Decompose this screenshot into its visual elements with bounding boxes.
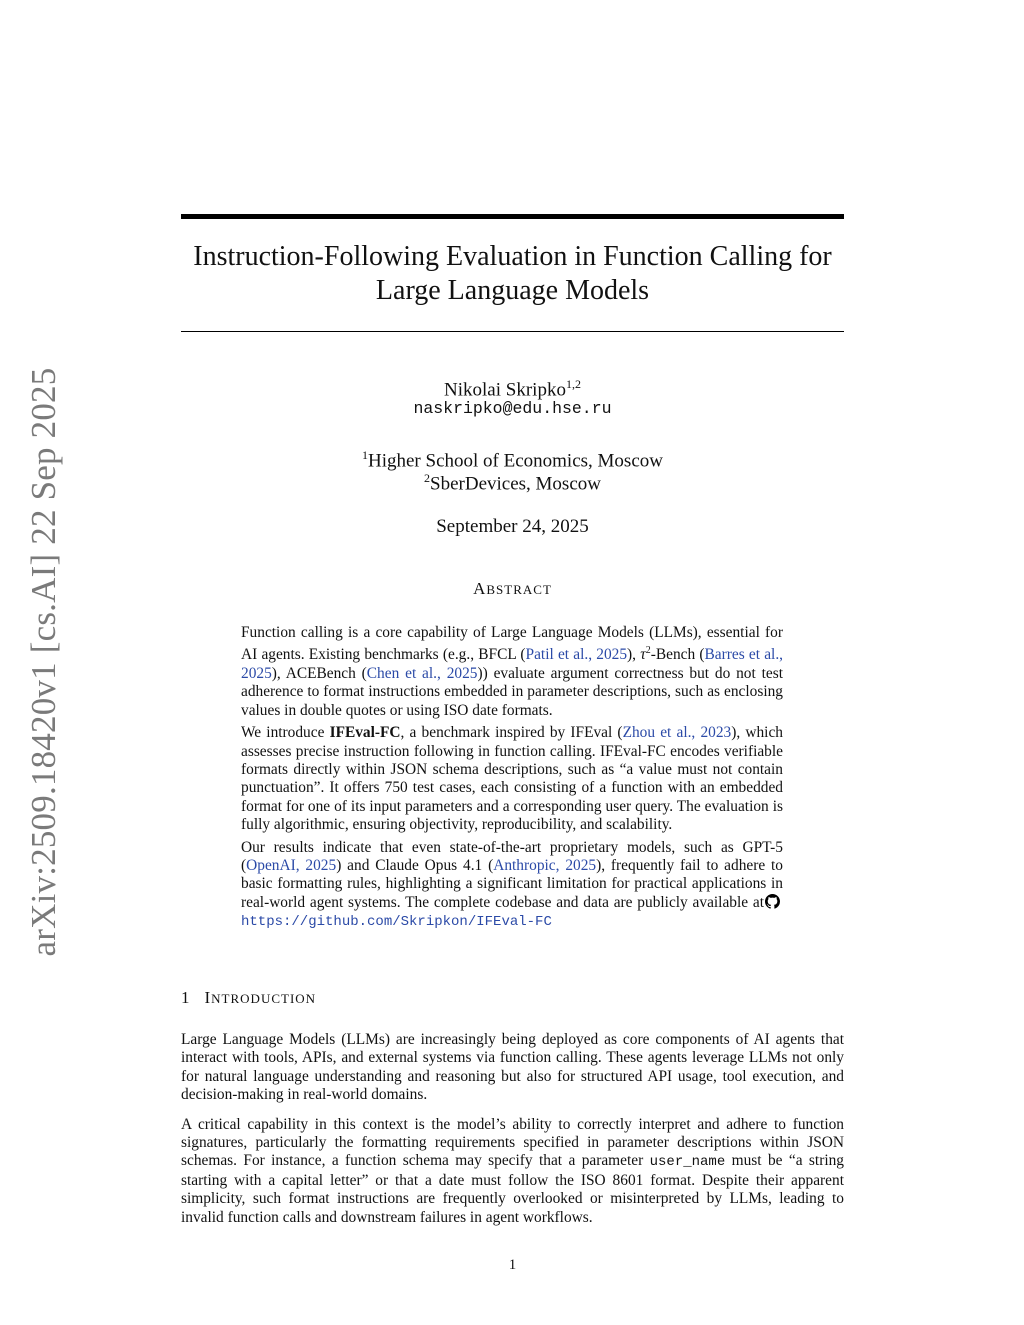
intro-paragraph-2: [181, 1116, 844, 1227]
abstract-p3-text: Our results indicate that even state-of-the-art proprietary models, such as GPT-5 (: [241, 838, 783, 874]
abstract-p1-text: Function calling is a core capability of Large Language Models (LLMs), essential for AI agents. Existing benchmarks (e.g., BFCL (: [241, 624, 783, 664]
abstract-p2-text: ), which assesses precise instruction following in function calling. IFEval-FC encodes verifiable formats directly within JSON schema descriptions, such as “a value must not contain punctuation”. It offers 750 test cases, each consisting of a function with an embedded format for one of its input parameters and a corresponding user query. The evaluation is fully algorithmic, ensuring objectivity, reproducibility, and scalability.: [241, 724, 783, 834]
abstract-paragraph-1: [241, 624, 783, 720]
section-heading-introduction: [181, 988, 316, 1008]
inline-code-user-name: user_name: [649, 1154, 726, 1171]
citation-anthropic[interactable]: Anthropic, 2025: [493, 857, 597, 874]
abstract-p3-text: ) and Claude Opus 4.1 (: [336, 857, 494, 874]
intro-p2-text: A critical capability in this context is the model’s ability to correctly interpret and adhere to function signatures, particularly the formatting requirements specified in parameter descriptions within JSON schemas. For instance, a function schema may specify that a parameter: [181, 1115, 844, 1170]
abstract-paragraph-2: [241, 724, 783, 834]
title-line-1: Instruction-Following Evaluation in Function Calling for: [193, 241, 832, 272]
title-bottom-rule: [181, 331, 844, 332]
abstract-heading-initial: A: [473, 579, 487, 598]
affiliation-2-mark: 2: [424, 471, 431, 485]
abstract-paragraph-3: [241, 839, 783, 932]
affiliation-1-text: Higher School of Economics, Moscow: [368, 450, 663, 472]
affiliation-2-text: SberDevices, Moscow: [430, 473, 601, 495]
citation-barres[interactable]: Barres et al., 2025: [241, 646, 784, 682]
github-link[interactable]: https://github.com/Skripkon/IFEval-FC: [241, 914, 552, 931]
abstract-body: [241, 624, 783, 936]
tau-symbol: τ: [640, 646, 646, 664]
abstract-p2-text: , a benchmark inspired by IFEval (: [400, 724, 623, 742]
abstract-p1-text: )) evaluate argument correctness but do not test adherence to format instructions embedded in parameter descriptions, such as enclosing values in double quotes or using ISO date formats.: [241, 664, 783, 719]
author-affil-marks: 1,2: [565, 377, 581, 391]
author-email[interactable]: naskripko@edu.hse.ru: [413, 399, 612, 418]
abstract-p3-text: ), frequently fail to adhere to basic formatting rules, highlighting a significant limitation for practical applications in real-world agent systems. The complete codebase and data are publicly available at: [241, 857, 784, 911]
section-heading-rest: NTRODUCTION: [211, 991, 317, 1006]
abstract-p1-text: ),: [627, 646, 641, 664]
citation-patil[interactable]: Patil et al., 2025: [525, 646, 628, 664]
section-heading-initial: I: [204, 988, 212, 1007]
author-name: Nikolai Skripko: [444, 379, 566, 401]
intro-p2-text: must be “a string starting with a capital letter” or that a date must follow the ISO 8601 format. Despite their apparent simplicity, such format instructions are frequently overlooked or misinterpreted by LLMs, leading to invalid function calls and downstream failures in agent workflows.: [181, 1152, 844, 1226]
tau-superscript: 2: [645, 645, 651, 657]
arxiv-side-stamp: arXiv:2509.18420v1 [cs.AI] 22 Sep 2025: [24, 367, 63, 957]
introduction-body: [181, 1031, 844, 1238]
intro-paragraph-1: Large Language Models (LLMs) are increasingly being deployed as core components of AI agents that interact with tools, APIs, and external systems via function calling. These agents leverage LLMs not only for natural language understanding and reasoning but also for structured API usage, tool execution, and decision-making in real-world domains.: [181, 1031, 844, 1104]
paper-title: [181, 240, 844, 308]
github-icon: [765, 894, 780, 909]
citation-chen[interactable]: Chen et al., 2025: [366, 664, 478, 682]
abstract-p2-text: We introduce: [241, 724, 330, 742]
section-number: 1: [181, 988, 190, 1007]
title-line-2: Large Language Models: [375, 275, 650, 306]
page-number: 1: [508, 1257, 517, 1273]
citation-openai[interactable]: OpenAI, 2025: [246, 857, 337, 874]
abstract-p1-text: ), ACEBench (: [271, 664, 367, 682]
benchmark-name: IFEval-FC: [329, 724, 401, 742]
citation-zhou[interactable]: Zhou et al., 2023: [622, 724, 732, 742]
abstract-p1-text: -Bench (: [650, 646, 705, 664]
abstract-heading: [181, 579, 844, 599]
abstract-heading-rest: BSTRACT: [486, 582, 552, 597]
affiliation-1-mark: 1: [362, 448, 368, 462]
paper-date: September 24, 2025: [436, 516, 589, 537]
title-top-rule: [181, 214, 844, 219]
affiliation-2: [181, 466, 844, 496]
